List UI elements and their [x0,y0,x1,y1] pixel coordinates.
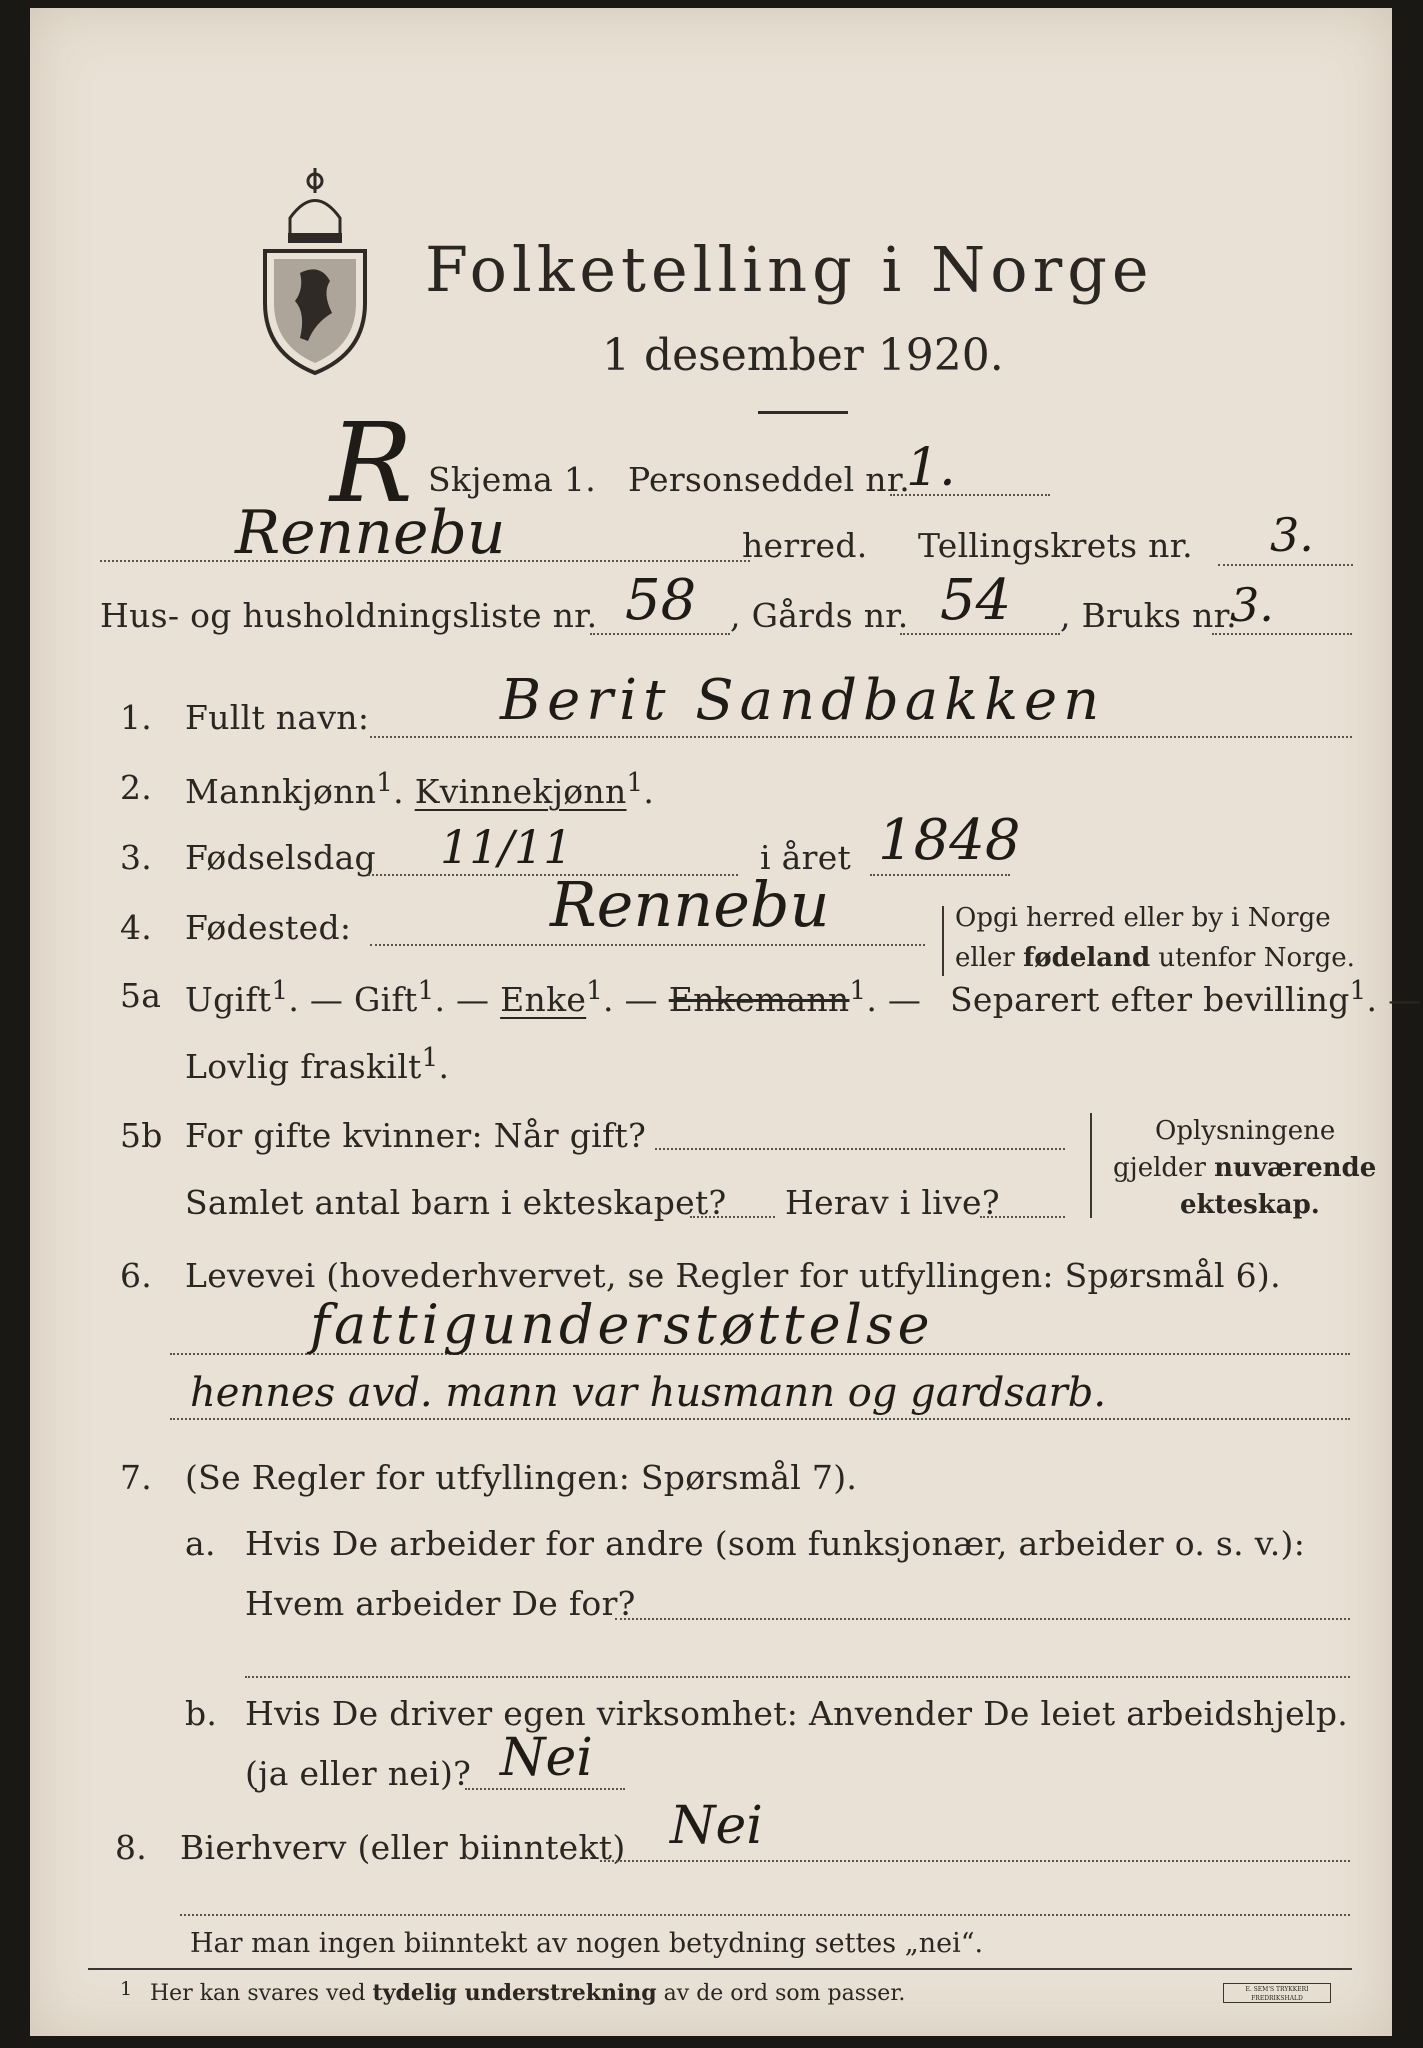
q5b-live-line [980,1216,1065,1218]
q2-kvinne-option[interactable]: Kvinnekjønn [414,772,627,811]
personseddel-value[interactable]: 1. [906,438,956,498]
gards-line [900,633,1060,635]
q4-label: Fødested: [185,908,352,947]
q3-number: 3. [120,838,153,877]
q2-number: 2. [120,768,153,807]
husliste-value[interactable]: 58 [625,568,697,633]
q5a-lovlig: Lovlig fraskilt$^1$. [185,1043,450,1086]
q5b-barn-line [690,1216,775,1218]
q5b-note-1: Oplysningene [1155,1116,1336,1146]
q5a-gift[interactable]: Gift [354,980,418,1019]
skjema-label: Skjema 1. [428,460,597,499]
q6-value-2[interactable]: hennes avd. mann var husmann og gardsarb. [190,1370,1107,1416]
q5b-note-2: gjelder nuværende [1113,1153,1377,1183]
q5a-ugift[interactable]: Ugift [185,980,272,1019]
q3-day-value[interactable]: 11/11 [440,820,573,874]
q4-line [370,944,925,946]
q8-line-1 [600,1860,1350,1862]
tellingskrets-value[interactable]: 3. [1270,508,1314,562]
q1-line [370,736,1352,738]
q7a-text-2: Hvem arbeider De for? [245,1584,636,1623]
handwritten-initial: R [330,399,413,527]
herred-label: herred. [742,526,868,565]
q7a-letter: a. [185,1524,216,1563]
q5b-label-2: Samlet antal barn i ekteskapet? [185,1183,727,1222]
q5b-note-3: ekteskap. [1180,1190,1320,1220]
husliste-label: Hus- og husholdningsliste nr. [100,596,598,635]
form-date: 1 desember 1920. [602,330,1004,381]
q5a-number: 5a [120,976,162,1015]
footnote-divider [88,1968,1352,1970]
q3-year-label: i året [760,838,852,877]
q3-year-line [870,874,1010,876]
footnote-number: 1 [120,1978,133,2000]
q6-number: 6. [120,1256,153,1295]
q4-note-brace [942,906,944,976]
gards-label: , Gårds nr. [730,596,909,635]
q5a-options: Ugift$^1$. — Gift$^1$. — Enke$^1$. — Enkemann$^1$. — [185,976,922,1019]
q1-label: Fullt navn: [185,698,370,737]
tellingskrets-line [1218,564,1353,566]
q5b-number: 5b [120,1116,163,1155]
q8-number: 8. [115,1828,148,1867]
q4-number: 4. [120,908,153,947]
footnote-text: Her kan svares ved tydelig understrekning av de ord som passer. [150,1980,906,2006]
census-form-sheet [30,8,1422,2036]
q8-line-2 [180,1914,1350,1916]
q3-year-value[interactable]: 1848 [878,808,1021,873]
q7a-line-2 [245,1676,1350,1678]
q5b-gift-line [655,1148,1065,1150]
q7b-text: Hvis De driver egen virksomhet: Anvender De leiet arbeidshjelp. [245,1694,1349,1733]
title-divider [758,411,848,414]
q7b-value[interactable]: Nei [500,1728,593,1788]
form-title: Folketelling i Norge [425,233,1154,306]
q7-label: (Se Regler for utfyllingen: Spørsmål 7). [185,1458,858,1497]
q7b-line [465,1788,625,1790]
q2-mann-option[interactable]: Mannkjønn [185,772,377,811]
coat-of-arms-icon [260,163,370,378]
q2-options: Mannkjønn$^1$. Kvinnekjønn$^1$. [185,768,655,811]
bruks-value[interactable]: 3. [1230,578,1274,632]
q4-value[interactable]: Rennebu [550,868,830,941]
q8-label: Bierhverv (eller biinntekt) [180,1828,626,1867]
q5a-separert: Separert efter bevilling$^1$. — [950,976,1422,1019]
q4-note-1: Opgi herred eller by i Norge [955,903,1331,933]
personseddel-label: Personseddel nr. [628,460,911,499]
q3-label: Fødselsdag [185,838,376,877]
q1-number: 1. [120,698,153,737]
q4-note-2: eller fødeland utenfor Norge. [955,943,1355,973]
bruks-label: , Bruks nr. [1060,596,1237,635]
q7-number: 7. [120,1458,153,1497]
q7b-letter: b. [185,1694,218,1733]
husliste-line [590,633,730,635]
q6-line-2 [170,1418,1350,1420]
bruks-line [1212,633,1352,635]
q5a-enkemann[interactable]: Enkemann [668,980,850,1019]
q1-value[interactable]: Berit Sandbakken [500,668,1106,733]
q5b-label-1: For gifte kvinner: Når gift? [185,1116,647,1155]
q5a-enke[interactable]: Enke [500,980,587,1019]
q5b-note-brace [1090,1113,1092,1218]
gards-value[interactable]: 54 [940,568,1012,633]
herred-value[interactable]: Rennebu [235,498,506,568]
tellingskrets-label: Tellingskrets nr. [918,526,1193,565]
q6-label: Levevei (hovederhvervet, se Regler for utfyllingen: Spørsmål 6). [185,1256,1281,1295]
q8-value[interactable]: Nei [670,1796,763,1856]
footer-note: Har man ingen biinntekt av nogen betydning settes „nei“. [190,1928,984,1959]
q7a-text: Hvis De arbeider for andre (som funksjonær, arbeider o. s. v.): [245,1524,1306,1563]
q6-value-1[interactable]: fattigunderstøttelse [310,1293,934,1356]
q7a-line-1 [615,1618,1350,1620]
q7b-text-2: (ja eller nei)? [245,1754,472,1793]
printer-stamp: E. SEM'S TRYKKERI FREDRIKSHALD [1223,1983,1331,2003]
q5b-label-3: Herav i live? [785,1183,1000,1222]
